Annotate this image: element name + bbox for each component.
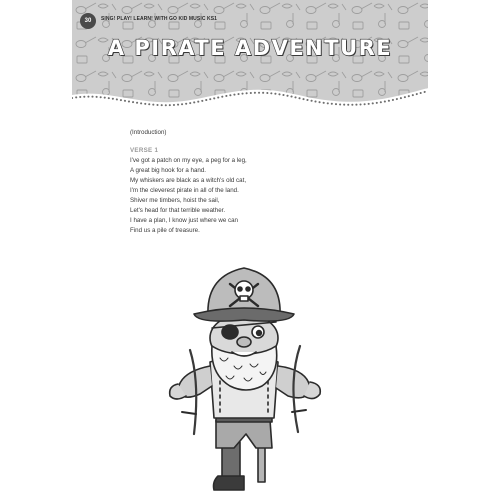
lyric-line: Find us a pile of treasure. [130, 227, 200, 234]
lyric-line: I have a plan, I know just where we can [130, 217, 238, 224]
pirate-illustration [160, 262, 340, 498]
page-number: 30 [80, 13, 96, 29]
lyric-line: My whiskers are black as a witch's old cat, [130, 177, 247, 184]
lyrics-block [130, 128, 390, 236]
lyric-line: I'm the cleverest pirate in all of the land. [130, 187, 239, 194]
intro-label: (Introduction) [130, 129, 167, 136]
lyric-line: Shiver me timbers, hoist the sail, [130, 197, 220, 204]
lyric-line: I've got a patch on my eye, a peg for a leg, [130, 157, 247, 164]
running-head: SING! PLAY! LEARN! WITH GO KID MUSIC KS1 [101, 16, 218, 22]
page-title: A PIRATE ADVENTURE [107, 36, 393, 60]
lyric-line: Let's head for that terrible weather. [130, 207, 226, 214]
book-page [72, 0, 428, 500]
verse-label: VERSE 1 [130, 147, 159, 154]
lyric-line: A great big hook for a hand. [130, 167, 207, 174]
